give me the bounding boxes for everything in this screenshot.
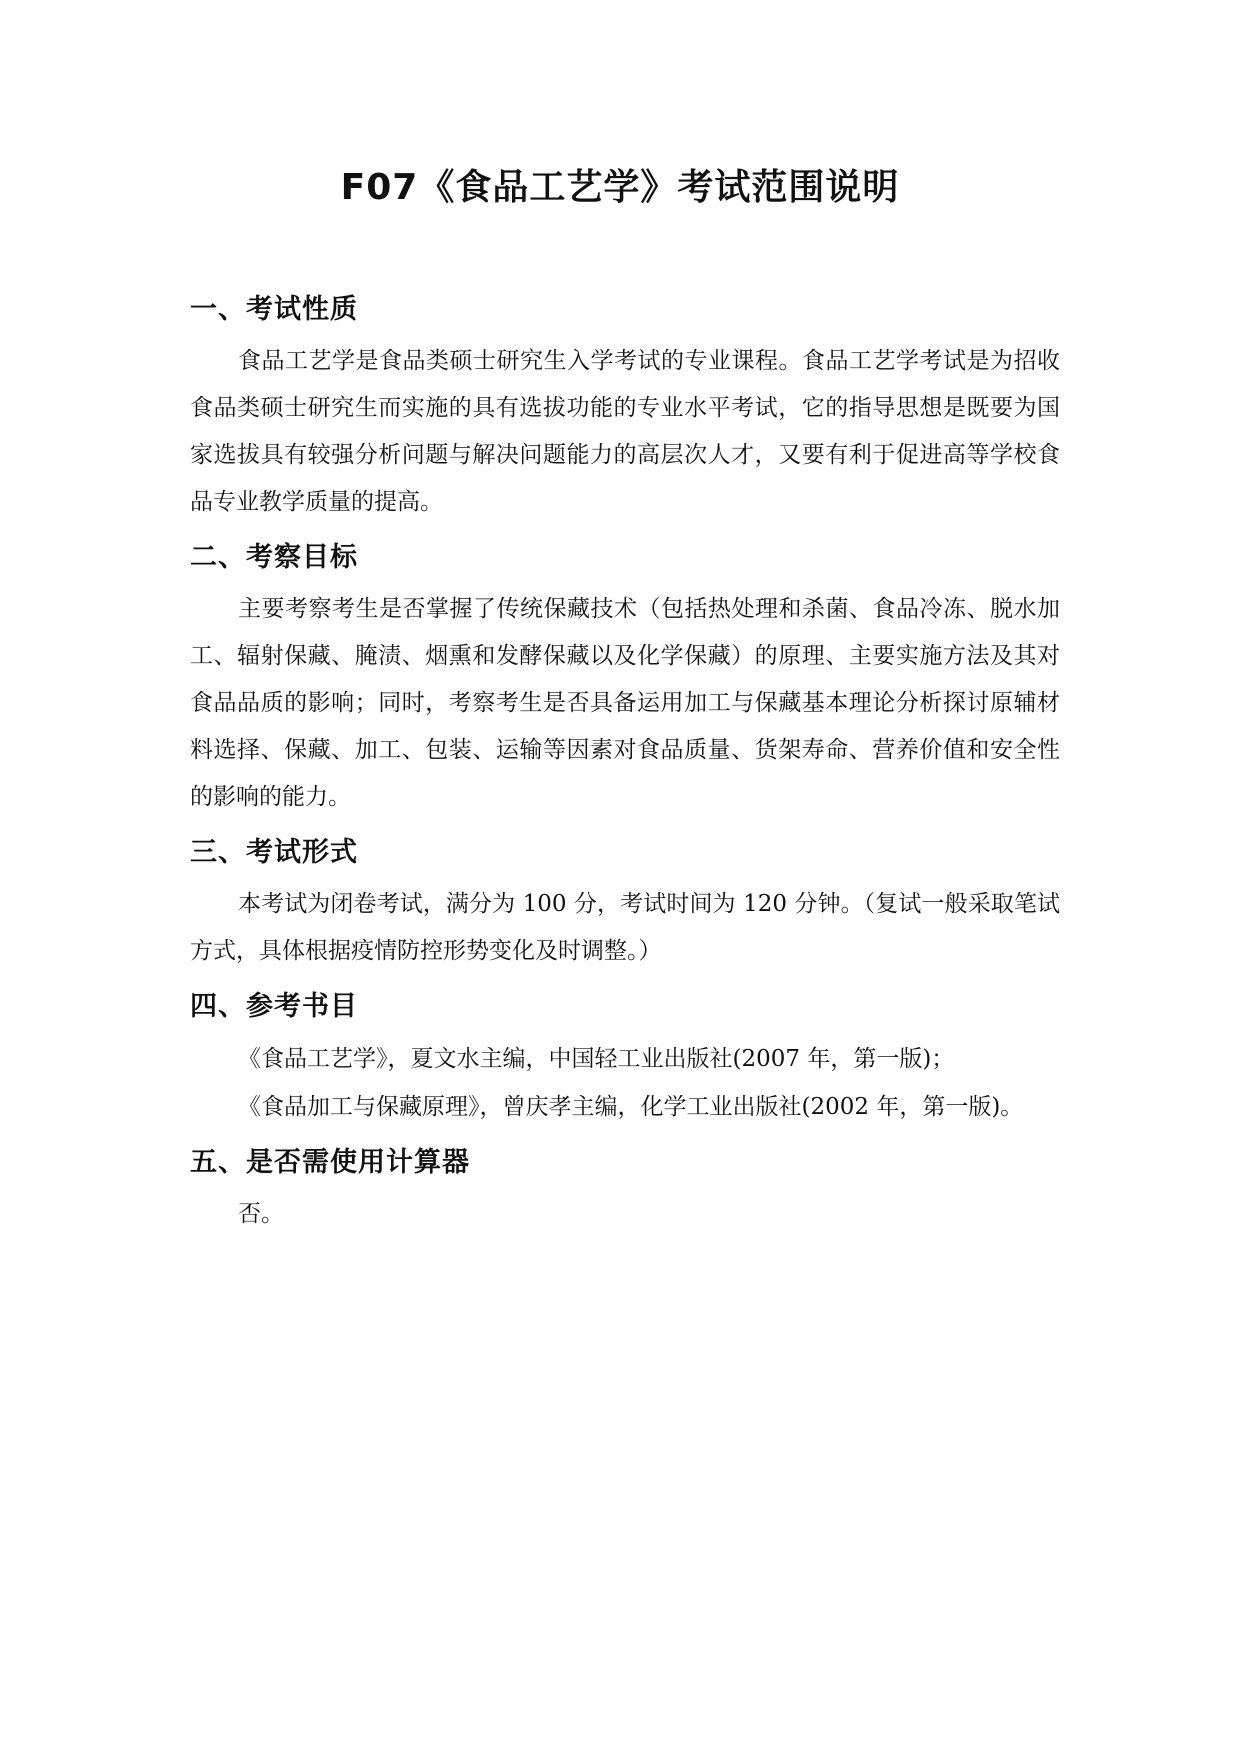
- section-exam-format: [190, 833, 1060, 975]
- reference-item: 《食品加工与保藏原理》，曾庆孝主编，化学工业出版社(2002 年，第一版)。: [238, 1094, 1024, 1120]
- section-exam-nature: [190, 290, 1060, 526]
- section-exam-objectives: [190, 538, 1060, 821]
- section-heading: 五、是否需使用计算器: [190, 1147, 470, 1178]
- section-heading: 三、考试形式: [190, 837, 358, 868]
- section-paragraph: 否。: [238, 1201, 284, 1227]
- section-calculator: [190, 1143, 1060, 1238]
- section-heading: 四、参考书目: [190, 991, 358, 1022]
- section-references: [190, 987, 1060, 1131]
- section-paragraph: 主要考察考生是否掌握了传统保藏技术（包括热处理和杀菌、食品冷冻、脱水加工、辐射保藏、腌渍、烟熏和发酵保藏以及化学保藏）的原理、主要实施方法及其对食品品质的影响；同时，考察考生是否具备运用加工与保藏基本理论分析探讨原辅材料选择、保藏、加工、包装、运输等因素对食品质量、货架寿命、营养价值和安全性的影响的能力。: [190, 596, 1060, 810]
- section-paragraph: 食品工艺学是食品类硕士研究生入学考试的专业课程。食品工艺学考试是为招收食品类硕士研究生而实施的具有选拔功能的专业水平考试，它的指导思想是既要为国家选拔具有较强分析问题与解决问题能力的高层次人才，又要有利于促进高等学校食品专业教学质量的提高。: [190, 348, 1060, 515]
- document-body: [190, 290, 1060, 1250]
- section-heading: 一、考试性质: [190, 294, 358, 325]
- section-heading: 二、考察目标: [190, 542, 358, 573]
- section-paragraph: 本考试为闭卷考试，满分为 100 分，考试时间为 120 分钟。（复试一般采取笔试方式，具体根据疫情防控形势变化及时调整。）: [190, 891, 1060, 964]
- reference-item: 《食品工艺学》，夏文水主编，中国轻工业出版社(2007 年，第一版)；: [238, 1046, 955, 1072]
- page-title: F07《食品工艺学》考试范围说明: [340, 167, 900, 208]
